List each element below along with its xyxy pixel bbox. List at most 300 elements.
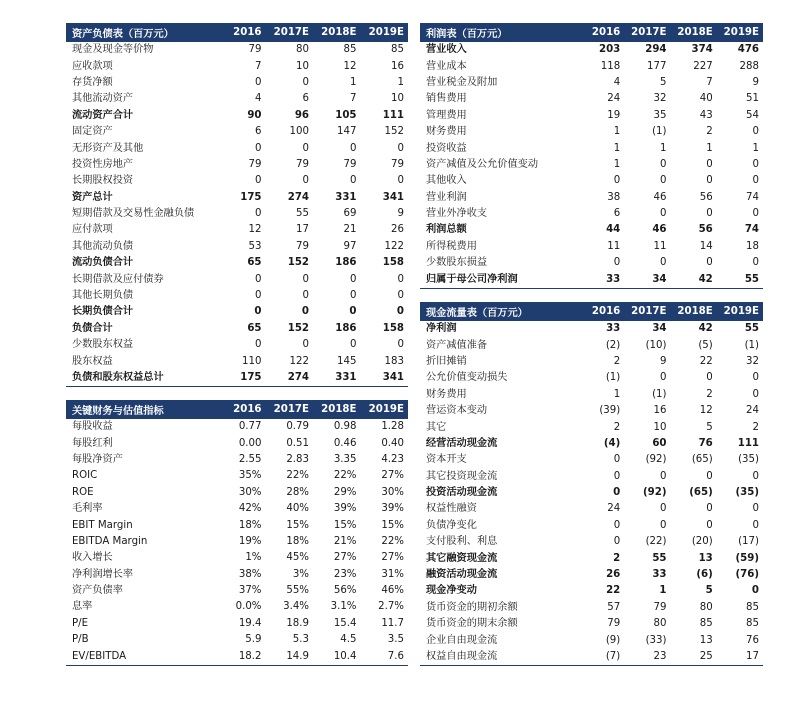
row-label: 销售费用 xyxy=(426,93,467,105)
cell-value: 0 xyxy=(255,273,262,285)
row-label: 资产负债率 xyxy=(72,585,123,597)
cell-value: 186 xyxy=(335,322,357,334)
cell-value: 12 xyxy=(343,60,357,72)
cell-value: 476 xyxy=(737,44,759,56)
row-label: 投资活动现金流 xyxy=(426,487,498,499)
cell-value: 29% xyxy=(333,486,357,498)
cell-value: 11 xyxy=(653,240,667,252)
cell-value: 1 xyxy=(613,126,621,138)
row-label: 管理费用 xyxy=(426,109,467,121)
cell-value: 0 xyxy=(613,257,621,269)
cell-value: 0 xyxy=(396,306,404,318)
cell-value: 85 xyxy=(391,44,404,56)
cell-value: 0 xyxy=(350,142,357,154)
cell-value: 65 xyxy=(247,257,262,269)
cell-value: 111 xyxy=(382,109,404,121)
cell-value: 227 xyxy=(693,60,713,72)
row-label: 应付款项 xyxy=(72,224,113,236)
cell-value: 288 xyxy=(739,60,759,72)
cell-value: 25 xyxy=(671,649,717,666)
table-row xyxy=(420,387,763,403)
cell-value: 11.7 xyxy=(381,617,404,629)
cell-value: 26 xyxy=(606,569,621,581)
table-row xyxy=(66,255,408,271)
row-label: 折旧摊销 xyxy=(426,355,467,367)
row-label: 货币资金的期末余额 xyxy=(426,618,518,630)
row-label: 少数股东损益 xyxy=(426,257,488,269)
row-label: 支付股利、利息 xyxy=(426,536,498,548)
cell-value: 10 xyxy=(391,93,404,105)
cell-value: 24 xyxy=(607,503,621,515)
row-label: 现金及现金等价物 xyxy=(72,44,154,56)
cell-value: 2 xyxy=(613,421,621,433)
cell-value: 0 xyxy=(350,339,357,351)
cell-value: 0 xyxy=(613,454,621,466)
cell-value: 122 xyxy=(289,355,309,367)
cell-value: 46 xyxy=(652,224,667,236)
row-label: 公允价值变动损失 xyxy=(426,372,508,384)
cell-value: 12 xyxy=(699,405,713,417)
row-label: 投资收益 xyxy=(426,142,467,154)
cell-value: 2.55 xyxy=(238,453,262,465)
table-row xyxy=(66,58,408,74)
row-label: 每股红利 xyxy=(72,437,113,449)
cell-value: 0 xyxy=(752,175,759,187)
cell-value: 0 xyxy=(302,76,309,88)
cell-value: 0 xyxy=(752,208,759,220)
cell-value: 79 xyxy=(343,158,357,170)
cell-value: 16 xyxy=(653,405,667,417)
table-row xyxy=(420,518,763,534)
cell-value: 0 xyxy=(255,208,262,220)
year-header: 2017E xyxy=(266,400,314,419)
row-label: 其它投资现金流 xyxy=(426,470,498,482)
cell-value: 122 xyxy=(384,240,404,252)
cell-value: 0.46 xyxy=(333,437,357,449)
row-label: 营运资本变动 xyxy=(426,405,488,417)
cell-value: (2) xyxy=(605,339,621,351)
cell-value: 24 xyxy=(746,405,759,417)
cell-value: 55 xyxy=(717,271,763,288)
cell-value: 0 xyxy=(255,175,262,187)
row-label: 其他流动负债 xyxy=(72,240,134,252)
cell-value: 31% xyxy=(381,568,404,580)
cell-value: (35) xyxy=(738,454,759,466)
row-label: P/E xyxy=(72,617,89,629)
cell-value: 341 xyxy=(361,370,409,387)
cell-value: 90 xyxy=(247,109,262,121)
cell-value: 1 xyxy=(613,388,621,400)
cell-value: 152 xyxy=(384,126,404,138)
year-header: 2017E xyxy=(624,23,670,42)
cell-value: 0 xyxy=(255,76,262,88)
cell-value: (5) xyxy=(698,339,713,351)
cell-value: 34 xyxy=(624,271,670,288)
cell-value: 177 xyxy=(647,60,667,72)
row-label: 长期股权投资 xyxy=(72,175,134,187)
cell-value: 0 xyxy=(397,339,404,351)
cell-value: 76 xyxy=(698,437,713,449)
cell-value: 5 xyxy=(706,421,713,433)
row-label: 长期借款及应付债券 xyxy=(72,273,164,285)
cell-value: 0 xyxy=(752,126,759,138)
table-row xyxy=(66,321,408,337)
row-label: 财务费用 xyxy=(426,388,467,400)
table-row xyxy=(420,403,763,419)
row-label: ROE xyxy=(72,486,94,498)
cell-value: 0 xyxy=(752,519,759,531)
row-label: 所得税费用 xyxy=(426,240,477,252)
table-row xyxy=(420,42,763,58)
cell-value: 0 xyxy=(660,158,667,170)
cell-value: (17) xyxy=(738,536,759,548)
cell-value: 0 xyxy=(706,175,713,187)
table-row xyxy=(420,206,763,222)
cell-value: 34 xyxy=(652,323,667,335)
cell-value: (7) xyxy=(578,649,624,666)
header-row xyxy=(66,400,408,419)
row-label: 现金净变动 xyxy=(426,585,477,597)
cell-value: 33 xyxy=(652,569,667,581)
cell-value: 0 xyxy=(350,175,357,187)
cell-value: 79 xyxy=(248,158,262,170)
table-row xyxy=(420,419,763,435)
table-row xyxy=(66,550,408,566)
table-row xyxy=(420,140,763,156)
table-row xyxy=(420,190,763,206)
cell-value: 0 xyxy=(302,290,309,302)
table-row xyxy=(420,337,763,353)
table-row xyxy=(420,469,763,485)
cell-value: 0.77 xyxy=(238,421,262,433)
cell-value: 0 xyxy=(706,158,713,170)
cell-value: 76 xyxy=(746,634,759,646)
cell-value: 0 xyxy=(613,536,621,548)
cell-value: 0 xyxy=(752,257,759,269)
row-label: 短期借款及交易性金融负债 xyxy=(72,208,195,220)
cell-value: 18 xyxy=(746,240,759,252)
cell-value: (39) xyxy=(599,405,621,417)
cash-flow-table xyxy=(420,302,763,666)
income-statement-table xyxy=(420,23,763,289)
cell-value: 2 xyxy=(613,552,621,564)
table-row xyxy=(66,75,408,91)
cell-value: 0 xyxy=(706,372,713,384)
cell-value: 44 xyxy=(606,224,621,236)
row-label: 融资活动现金流 xyxy=(426,569,498,581)
cell-value: 0 xyxy=(301,306,309,318)
cell-value: 10 xyxy=(296,60,309,72)
cell-value: (22) xyxy=(645,536,667,548)
table-row xyxy=(66,157,408,173)
cell-value: 0 xyxy=(752,470,759,482)
cell-value: 118 xyxy=(600,60,621,72)
cell-value: 4.23 xyxy=(381,453,404,465)
row-label: 其它 xyxy=(426,421,447,433)
cell-value: 7 xyxy=(255,60,262,72)
cell-value: 0 xyxy=(751,585,759,597)
cell-value: 38% xyxy=(238,568,262,580)
cell-value: 79 xyxy=(391,158,404,170)
cell-value: 3.5 xyxy=(387,634,404,646)
cell-value: 1.28 xyxy=(381,421,404,433)
cell-value: 10.4 xyxy=(313,648,361,665)
table-row xyxy=(420,222,763,238)
cell-value: 56 xyxy=(699,191,713,203)
table-row xyxy=(420,550,763,566)
cell-value: 2 xyxy=(706,388,713,400)
row-label: 少数股东权益 xyxy=(72,339,134,351)
cell-value: 65 xyxy=(247,322,262,334)
cell-value: 85 xyxy=(746,601,759,613)
cell-value: 4.5 xyxy=(340,634,357,646)
table-row xyxy=(66,648,408,665)
cell-value: 0 xyxy=(752,158,759,170)
table-row xyxy=(66,42,408,58)
cell-value: 80 xyxy=(296,44,309,56)
row-label: 其他收入 xyxy=(426,175,467,187)
cell-value: (1) xyxy=(652,126,667,138)
cell-value: 35% xyxy=(238,470,262,482)
table-row xyxy=(66,206,408,222)
cell-value: 15% xyxy=(286,519,309,531)
cell-value: 40% xyxy=(286,503,309,515)
cell-value: 1 xyxy=(350,76,357,88)
row-label: 企业自由现金流 xyxy=(426,634,498,646)
table-row xyxy=(66,108,408,124)
cell-value: 32 xyxy=(653,93,667,105)
table-title: 现金流量表（百万元） xyxy=(420,302,578,321)
table-row xyxy=(66,271,408,287)
cell-value: 30% xyxy=(381,486,404,498)
cell-value: 0 xyxy=(397,175,404,187)
balance-sheet-table xyxy=(66,23,408,387)
cell-value: (20) xyxy=(691,536,713,548)
row-label: 营业外净收支 xyxy=(426,208,488,220)
cell-value: 27% xyxy=(381,470,404,482)
cell-value: 14.9 xyxy=(266,648,314,665)
cell-value: 0 xyxy=(660,208,667,220)
row-label: 货币资金的期初余额 xyxy=(426,601,518,613)
table-row xyxy=(420,436,763,452)
cell-value: 2 xyxy=(752,421,759,433)
cell-value: 15% xyxy=(333,519,357,531)
cell-value: 39% xyxy=(381,503,404,515)
table-row xyxy=(420,75,763,91)
row-label: 每股净资产 xyxy=(72,453,123,465)
cell-value: 147 xyxy=(337,126,357,138)
cell-value: 0.40 xyxy=(381,437,404,449)
table-row xyxy=(66,599,408,615)
cell-value: (33) xyxy=(645,634,667,646)
row-label: 负债和股东权益总计 xyxy=(66,370,218,387)
cell-value: 16 xyxy=(391,60,404,72)
row-label: 负债净变化 xyxy=(426,519,477,531)
year-header: 2016 xyxy=(578,23,624,42)
table-row xyxy=(420,58,763,74)
cell-value: 111 xyxy=(737,437,759,449)
year-header: 2019E xyxy=(717,23,763,42)
table-row xyxy=(420,649,763,666)
cell-value: (76) xyxy=(735,569,759,581)
table-row xyxy=(420,271,763,288)
table-row xyxy=(66,501,408,517)
row-label: 其他长期负债 xyxy=(72,290,134,302)
table-body xyxy=(420,321,763,666)
row-label: 财务费用 xyxy=(426,126,467,138)
year-header: 2019E xyxy=(361,400,409,419)
table-row xyxy=(420,600,763,616)
table-row xyxy=(66,468,408,484)
cell-value: 2 xyxy=(613,355,621,367)
cell-value: 274 xyxy=(266,370,314,387)
year-header: 2017E xyxy=(624,302,670,321)
table-header xyxy=(420,302,763,321)
cell-value: 80 xyxy=(699,601,713,613)
cell-value: 22% xyxy=(286,470,309,482)
cell-value: 2.83 xyxy=(286,453,309,465)
cell-value: (1) xyxy=(605,372,621,384)
cell-value: (35) xyxy=(735,487,759,499)
table-row xyxy=(66,616,408,632)
row-label: 营业税金及附加 xyxy=(426,76,498,88)
table-row xyxy=(420,124,763,140)
cell-value: 79 xyxy=(296,158,309,170)
row-label: 经营活动现金流 xyxy=(426,437,498,449)
cell-value: 55% xyxy=(286,585,309,597)
table-row xyxy=(66,567,408,583)
cell-value: (59) xyxy=(735,552,759,564)
table-row xyxy=(420,157,763,173)
cell-value: 0 xyxy=(660,519,667,531)
cell-value: 0 xyxy=(302,142,309,154)
cell-value: 39% xyxy=(333,503,357,515)
header-row xyxy=(420,23,763,42)
cell-value: 9 xyxy=(660,355,667,367)
cell-value: 74 xyxy=(744,224,759,236)
row-label: 股东权益 xyxy=(72,355,113,367)
cell-value: 183 xyxy=(384,355,404,367)
cell-value: 0.00 xyxy=(238,437,262,449)
cell-value: 11 xyxy=(607,240,621,252)
table-row xyxy=(420,616,763,632)
table-row xyxy=(420,567,763,583)
header-row xyxy=(420,302,763,321)
cell-value: 0 xyxy=(613,470,621,482)
cell-value: 175 xyxy=(218,370,266,387)
cell-value: 17 xyxy=(717,649,763,666)
cell-value: 26 xyxy=(391,224,404,236)
cell-value: 85 xyxy=(699,618,713,630)
table-row xyxy=(66,140,408,156)
cell-value: 0 xyxy=(752,388,759,400)
row-label: 固定资产 xyxy=(72,126,113,138)
cell-value: (9) xyxy=(605,634,621,646)
cell-value: 96 xyxy=(294,109,309,121)
cell-value: 43 xyxy=(699,109,713,121)
cell-value: 0.0% xyxy=(235,601,262,613)
cell-value: 19 xyxy=(607,109,621,121)
row-label: 无形资产及其他 xyxy=(72,142,144,154)
cell-value: 22 xyxy=(699,355,713,367)
cell-value: 14 xyxy=(699,240,713,252)
cell-value: 152 xyxy=(287,257,309,269)
cell-value: 33 xyxy=(578,271,624,288)
cell-value: 18.2 xyxy=(218,648,266,665)
table-row xyxy=(420,354,763,370)
table-row xyxy=(66,517,408,533)
cell-value: (4) xyxy=(603,437,621,449)
table-row xyxy=(66,370,408,387)
cell-value: (6) xyxy=(696,569,713,581)
cell-value: 27% xyxy=(381,552,404,564)
year-header: 2016 xyxy=(218,400,266,419)
cell-value: 79 xyxy=(296,240,309,252)
cell-value: 79 xyxy=(653,601,667,613)
row-label: 资产减值准备 xyxy=(426,339,488,351)
table-row xyxy=(66,91,408,107)
cell-value: 97 xyxy=(343,240,357,252)
cell-value: 18% xyxy=(238,519,262,531)
cell-value: 1 xyxy=(660,142,667,154)
cell-value: 57 xyxy=(607,601,621,613)
table-row xyxy=(66,435,408,451)
cell-value: 0 xyxy=(255,290,262,302)
cell-value: 19% xyxy=(238,535,262,547)
cell-value: 0 xyxy=(302,273,309,285)
row-label: 收入增长 xyxy=(72,552,113,564)
table-row xyxy=(66,288,408,304)
row-label: 净利润 xyxy=(426,323,457,335)
cell-value: 32 xyxy=(746,355,759,367)
year-header: 2016 xyxy=(578,302,624,321)
cell-value: 15% xyxy=(381,519,404,531)
cell-value: 2.7% xyxy=(378,601,404,613)
row-label: EV/EBITDA xyxy=(66,648,218,665)
cell-value: 55 xyxy=(744,323,759,335)
cell-value: 13 xyxy=(699,634,713,646)
cell-value: 51 xyxy=(746,93,759,105)
cell-value: 0 xyxy=(613,487,621,499)
cell-value: 28% xyxy=(286,486,309,498)
row-label: 权益性融资 xyxy=(426,503,477,515)
row-label: 资本开支 xyxy=(426,454,467,466)
cell-value: 158 xyxy=(382,257,404,269)
row-label: 流动资产合计 xyxy=(72,109,134,121)
cell-value: (92) xyxy=(645,454,667,466)
row-label: 营业利润 xyxy=(426,191,467,203)
cell-value: (10) xyxy=(645,339,667,351)
cell-value: 60 xyxy=(652,437,667,449)
row-label: ROIC xyxy=(72,470,98,482)
header-row xyxy=(66,23,408,42)
cell-value: 0.98 xyxy=(333,421,357,433)
cell-value: 46% xyxy=(381,585,404,597)
row-label: 营业收入 xyxy=(426,44,467,56)
table-row xyxy=(66,632,408,648)
cell-value: 0 xyxy=(706,257,713,269)
cell-value: 38 xyxy=(607,191,621,203)
cell-value: 0 xyxy=(660,503,667,515)
cell-value: 5.9 xyxy=(245,634,262,646)
cell-value: 5 xyxy=(660,76,667,88)
cell-value: 46 xyxy=(653,191,667,203)
cell-value: 274 xyxy=(287,191,309,203)
row-label: 应收款项 xyxy=(72,60,113,72)
row-label: 流动负债合计 xyxy=(72,257,134,269)
cell-value: 0 xyxy=(349,306,357,318)
cell-value: 0 xyxy=(660,257,667,269)
